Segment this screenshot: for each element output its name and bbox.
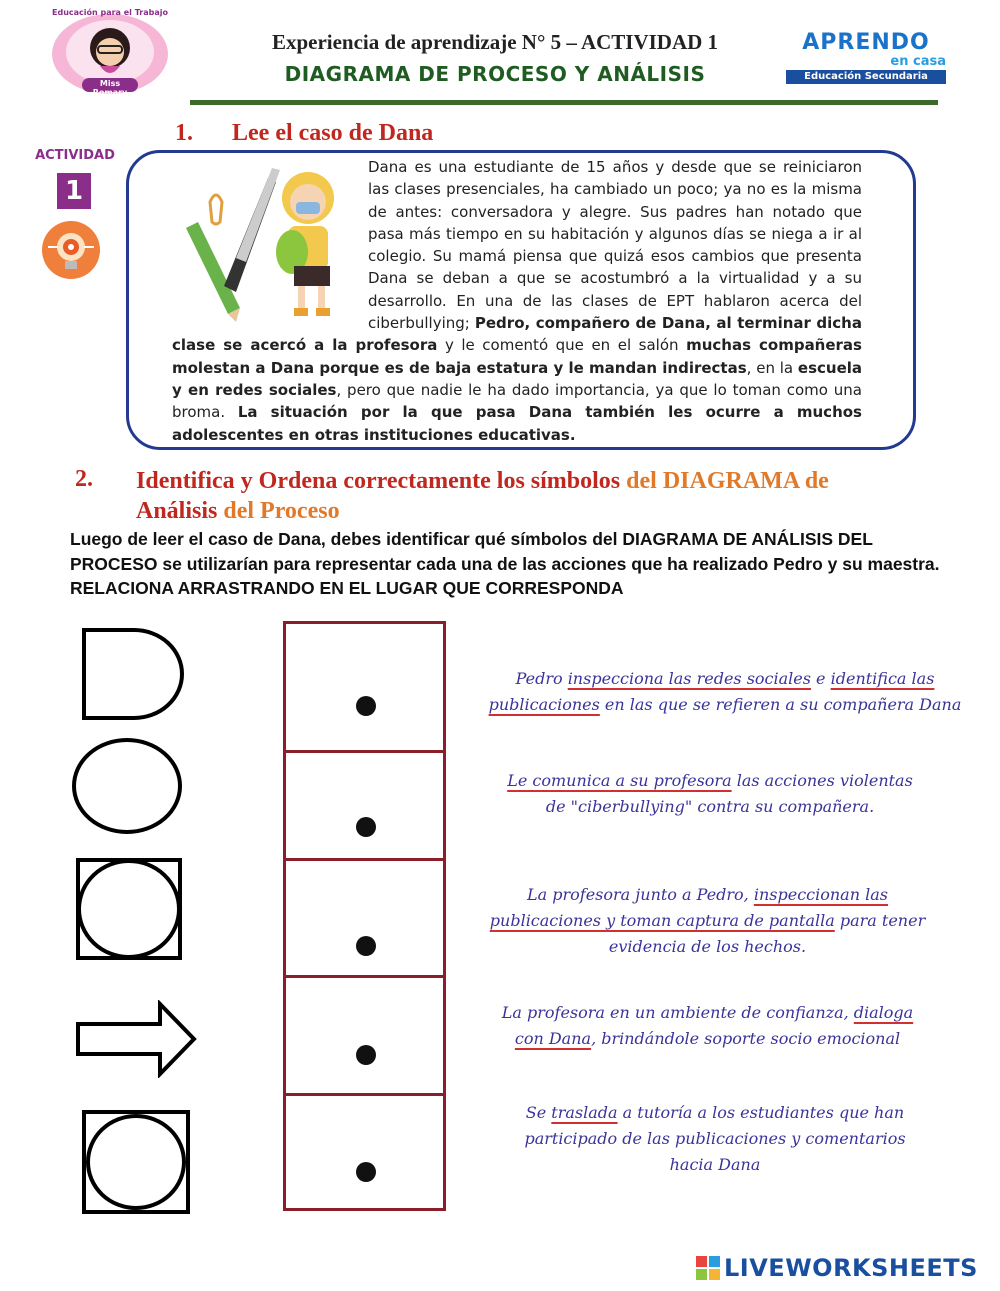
section2-title [136, 466, 936, 526]
item-4-text-b: , brindándole soporte socio emocional [591, 1029, 901, 1048]
liveworksheets-logo [696, 1253, 996, 1283]
drop-zone-5[interactable] [283, 1093, 446, 1211]
header-divider [190, 100, 938, 105]
logo-caption: Miss Romary [92, 79, 128, 97]
liveworksheets-icon [696, 1256, 720, 1280]
drop-dot [356, 936, 376, 956]
drop-zone-1[interactable] [283, 621, 446, 753]
aprendo-en-casa-logo [786, 30, 946, 86]
action-item-1 [470, 666, 980, 718]
operation-symbol[interactable] [70, 736, 190, 840]
brand-bar: Educación Secundaria [786, 70, 946, 84]
case-p2: y le comentó que en el salón [444, 336, 679, 355]
inspection-symbol[interactable] [70, 856, 190, 966]
item-5-text-b: a tutoría a los estudiantes que han participado de las publicaciones y comentarios hacia Dana [524, 1103, 906, 1174]
logo-arc-text: Educación para el Trabajo [52, 8, 168, 17]
activity-number: 1 [57, 173, 91, 209]
teacher-logo [40, 8, 180, 100]
section2-title-b: del DIAGRAMA de [626, 468, 829, 494]
footer-brand: LIVEWORKSHEETS [724, 1254, 978, 1282]
page-subtitle: DIAGRAMA DE PROCESO Y ANÁLISIS [284, 62, 706, 86]
action-item-3 [480, 882, 935, 960]
section2-title-c: Análisis [136, 498, 218, 524]
item-1-text-a: Pedro [515, 669, 568, 688]
action-item-5 [505, 1100, 925, 1178]
drop-dot [356, 1162, 376, 1182]
item-1-underline-b: identifica las publicaciones [488, 669, 935, 714]
instructions: Luego de leer el caso de Dana, debes identificar qué símbolos del DIAGRAMA DE ANÁLISIS DEL PROCESO se utilizarían para representar cada una de las acciones que ha realizado Pedro y su maestra. RELACIONA ARRASTRANDO EN EL LUGAR QUE CORRESPONDA [70, 529, 940, 598]
item-1-text-b: e [810, 669, 831, 688]
case-p3: , en la [746, 358, 794, 377]
item-1-underline-a: inspecciona las redes sociales [567, 669, 811, 688]
case-b2: muchas compañeras molestan a Dana porque es de baja estatura y le mandan indirectas [172, 336, 862, 377]
section1-number: 1. [175, 120, 193, 146]
case-p1: Dana es una estudiante de 15 años y desde que se reiniciaron las clases presenciales, ha cambiado un poco; ya no es la misma de antes: conversadora y alegre. Sus padres han notado que pasa más tiempo en su habitación y algunos días se niega a ir al colegio. Su mamá piensa que quizá esos cambios que presenta Dana se deban a que se acostumbró a la virtualidad y a su desarrollo. En una de las clases de EPT hablaron acerca del ciberbullying; [368, 158, 862, 333]
section1-title: Lee el caso de Dana [232, 120, 434, 146]
drop-dot [356, 1045, 376, 1065]
drop-zone-4[interactable] [283, 975, 446, 1096]
item-1-text-c: en las que se refieren a su compañera Dana [599, 695, 962, 714]
case-b3: escuela y en redes sociales [172, 358, 862, 399]
item-4-text-a: La profesora en un ambiente de confianza, [501, 1003, 854, 1022]
drop-zone-3[interactable] [283, 858, 446, 978]
item-2-text-b: las acciones violentas de "ciberbullying" contra su compañera. [545, 771, 913, 816]
brand-sub: en casa [890, 54, 946, 69]
item-3-text-b: para tener evidencia de los hechos. [608, 911, 926, 956]
student-illustration [176, 158, 356, 326]
item-3-text-a: La profesora junto a Pedro, [527, 885, 754, 904]
lightbulb-target-icon [40, 220, 102, 280]
action-item-4 [490, 1000, 925, 1052]
drop-zone-2[interactable] [283, 750, 446, 861]
case-p4: , pero que nadie le ha dado importancia, ya que lo toman como una broma. [172, 380, 862, 422]
activity-label: ACTIVIDAD [35, 148, 115, 163]
item-4-underline-a: dialoga con Dana [514, 1003, 914, 1048]
drop-dot [356, 817, 376, 837]
combined-symbol[interactable] [70, 1108, 194, 1220]
action-item-2 [495, 768, 925, 820]
case-b1: Pedro, compañero de Dana, al terminar dicha clase se acercó a la profesora [172, 314, 862, 355]
item-2-underline-a: Le comunica a su profesora [507, 771, 732, 790]
section2-title-d: del Proceso [223, 498, 340, 524]
section2-number: 2. [75, 466, 93, 492]
case-b4: La situación por la que pasa Dana también les ocurre a muchos adolescentes en otras instituciones educativas. [172, 403, 862, 444]
page-title: Experiencia de aprendizaje N° 5 – ACTIVIDAD 1 [271, 30, 719, 54]
delay-symbol[interactable] [70, 626, 190, 726]
drop-dot [356, 696, 376, 716]
item-5-underline-a: traslada [551, 1103, 618, 1122]
transport-symbol[interactable] [70, 1000, 200, 1082]
section2-title-a: Identifica y Ordena correctamente los símbolos [136, 468, 621, 494]
item-5-text-a: Se [525, 1103, 552, 1122]
brand-main: APRENDO [802, 30, 930, 55]
item-3-underline-a: inspeccionan las publicaciones y toman captura de pantalla [489, 885, 888, 930]
